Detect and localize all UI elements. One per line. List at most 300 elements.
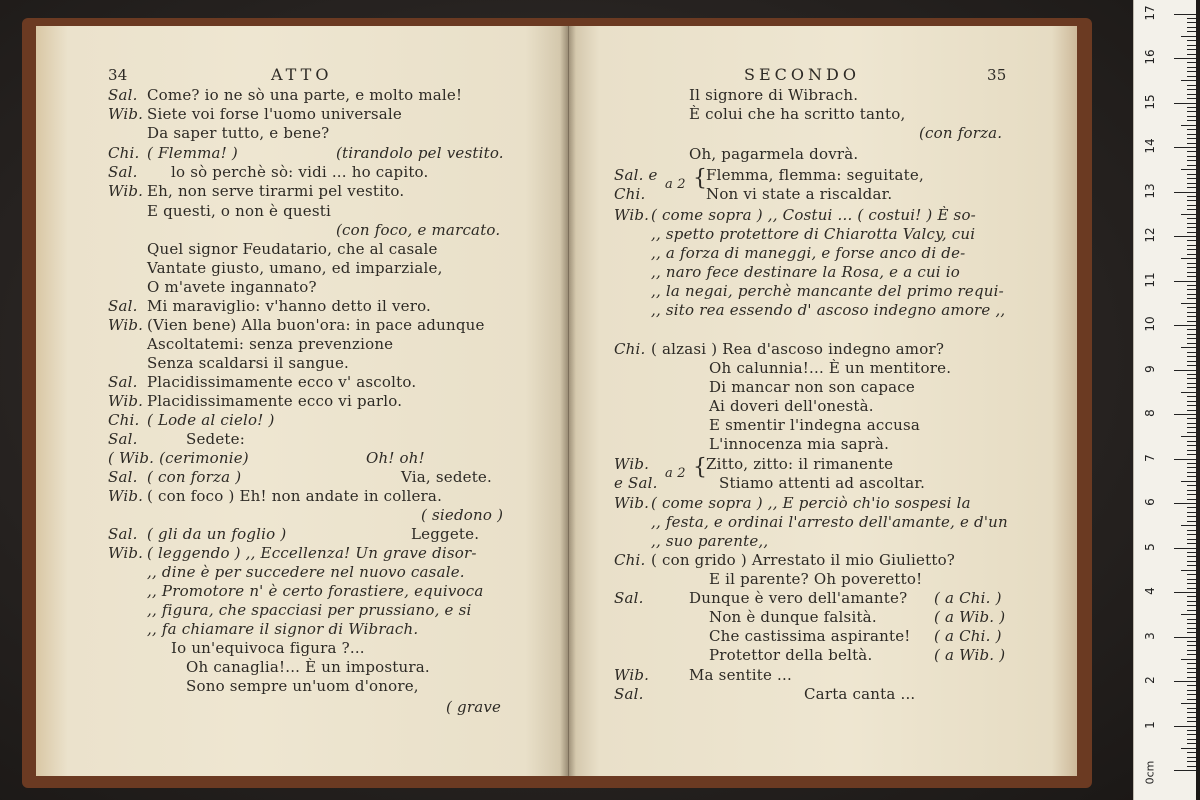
speaker-label: Wib.	[614, 206, 650, 224]
letter-line: ,, a forza di maneggi, e forse anco di de-	[651, 244, 966, 262]
speaker-label: Sal.	[108, 430, 138, 448]
verse-line: Carta canta ...	[804, 685, 916, 703]
ruler-number: 11	[1143, 271, 1157, 288]
ruler-tick	[1181, 214, 1196, 215]
right-page-number: 35	[987, 66, 1007, 84]
brace-icon: {	[693, 455, 708, 480]
ruler-tick	[1181, 347, 1196, 348]
ruler-tick	[1187, 200, 1196, 201]
verse-line: E questi, o non è questi	[147, 202, 331, 220]
ruler-number: 15	[1143, 93, 1157, 110]
verse-line: Siete voi forse l'uomo universale	[147, 105, 402, 123]
ruler-tick	[1187, 18, 1196, 19]
ruler-tick	[1187, 766, 1196, 767]
ruler-tick	[1187, 401, 1196, 402]
ruler-number: 6	[1143, 498, 1157, 506]
verse-line: Senza scaldarsi il sangue.	[147, 354, 350, 372]
ruler-tick	[1187, 178, 1196, 179]
ruler-tick	[1187, 263, 1196, 264]
ruler-tick	[1174, 503, 1196, 504]
ruler-number: 2	[1143, 676, 1157, 684]
ruler-tick	[1187, 650, 1196, 651]
ruler-tick	[1174, 726, 1196, 727]
ruler-tick	[1187, 45, 1196, 46]
ruler-tick	[1187, 561, 1196, 562]
ruler-tick	[1187, 654, 1196, 655]
letter-line: ,, sito rea essendo d' ascoso indegno amore ,,	[651, 301, 1006, 319]
verse-line: lo sò perchè sò: vidi ... ho capito.	[171, 163, 429, 181]
letter-line: ,, festa, e ordinai l'arresto dell'amante, e d'un	[651, 513, 1008, 531]
ruler-tick	[1187, 507, 1196, 508]
ruler-tick	[1187, 485, 1196, 486]
ruler-tick	[1187, 245, 1196, 246]
ruler-tick	[1187, 516, 1196, 517]
speaker-label: Chi.	[614, 185, 646, 203]
ruler-tick	[1187, 574, 1196, 575]
speaker-label: Sal.	[614, 685, 644, 703]
stage-direction: (tirandolo pel vestito.	[336, 144, 504, 162]
ruler-tick	[1187, 249, 1196, 250]
letter-line: ,, la negai, perchè mancante del primo requi-	[651, 282, 1004, 300]
verse-line: Zitto, zitto: il rimanente	[706, 455, 894, 473]
ruler-tick	[1187, 672, 1196, 673]
verse-line: O m'avete ingannato?	[147, 278, 317, 296]
ruler-number: 9	[1143, 364, 1157, 373]
ruler-tick	[1187, 583, 1196, 584]
ruler-tick	[1187, 641, 1196, 642]
ruler-tick	[1181, 659, 1196, 660]
speaker-label: Sal.	[108, 373, 138, 391]
ruler-tick	[1174, 103, 1196, 104]
ruler-tick	[1187, 556, 1196, 557]
ruler-tick	[1187, 227, 1196, 228]
speaker-label: Wib.	[108, 392, 144, 410]
ruler-tick	[1187, 690, 1196, 691]
ruler-tick	[1187, 276, 1196, 277]
book-gutter	[560, 26, 576, 776]
stage-direction: ( a Wib. )	[934, 608, 1006, 626]
ruler-tick	[1187, 490, 1196, 491]
stage-direction: ( Wib. (cerimonie)	[108, 449, 249, 467]
verse-line: Oh canaglia!... È un impostura.	[186, 658, 430, 676]
letter-line: ,, spetto protettore di Chiarotta Valcy, cui	[651, 225, 976, 243]
ruler-tick	[1187, 294, 1196, 295]
ruler-tick	[1187, 187, 1196, 188]
ruler-tick	[1187, 645, 1196, 646]
ruler-tick	[1187, 521, 1196, 522]
ruler-tick	[1181, 169, 1196, 170]
verse-line: Ascoltatemi: senza prevenzione	[147, 335, 394, 353]
ruler-tick	[1174, 14, 1196, 15]
ruler-tick	[1187, 107, 1196, 108]
speaker-label: e Sal.	[614, 474, 658, 492]
ruler-tick	[1174, 459, 1196, 460]
ruler-tick	[1187, 165, 1196, 166]
ruler-tick	[1187, 352, 1196, 353]
ruler-tick	[1187, 663, 1196, 664]
ruler-tick	[1187, 596, 1196, 597]
ruler-tick	[1187, 378, 1196, 379]
speaker-label: Chi.	[614, 340, 646, 358]
ruler-tick	[1181, 525, 1196, 526]
ruler-number: 5	[1143, 542, 1157, 551]
verse-line: Io un'equivoca figura ?...	[171, 639, 365, 657]
ruler-tick	[1187, 610, 1196, 611]
letter-line: ,, dine è per succedere nel nuovo casale.	[147, 563, 465, 581]
ruler-tick	[1187, 717, 1196, 718]
ruler-tick	[1187, 76, 1196, 77]
ruler-tick	[1187, 205, 1196, 206]
ruler-number: 4	[1143, 587, 1157, 595]
ruler-tick	[1187, 116, 1196, 117]
a2-mark: a 2	[665, 177, 686, 192]
verse-line: Sedete:	[186, 430, 245, 448]
a2-mark: a 2	[665, 466, 686, 481]
ruler-number: 13	[1143, 182, 1157, 199]
ruler-tick	[1187, 374, 1196, 375]
verse-line: Leggete.	[411, 525, 480, 543]
ruler-tick	[1187, 601, 1196, 602]
speaker-label: Wib.	[614, 666, 650, 684]
verse-line: ( alzasi ) Rea d'ascoso indegno amor?	[651, 340, 945, 358]
stage-direction: ( gli da un foglio )	[147, 525, 287, 543]
ruler-tick	[1187, 209, 1196, 210]
ruler-tick	[1187, 632, 1196, 633]
verse-line: Come? io ne sò una parte, e molto male!	[147, 86, 463, 104]
ruler-tick	[1187, 512, 1196, 513]
verse-line: Oh! oh!	[366, 449, 425, 467]
ruler-tick	[1187, 183, 1196, 184]
ruler-number: 16	[1143, 49, 1157, 65]
ruler-tick	[1187, 156, 1196, 157]
verse-line: E il parente? Oh poveretto!	[709, 570, 923, 588]
ruler-tick	[1187, 54, 1196, 55]
letter-line: ( leggendo ) ,, Eccellenza! Un grave disor-	[147, 544, 477, 562]
ruler-tick	[1187, 298, 1196, 299]
ruler-tick	[1187, 223, 1196, 224]
ruler-tick	[1187, 134, 1196, 135]
speaker-label: Wib.	[614, 494, 650, 512]
ruler-tick	[1181, 748, 1196, 749]
ruler-tick	[1187, 472, 1196, 473]
verse-line: Non vi state a riscaldar.	[706, 185, 893, 203]
ruler-tick	[1187, 272, 1196, 273]
stage-direction: ( a Wib. )	[934, 646, 1006, 664]
ruler-tick	[1187, 463, 1196, 464]
ruler-tick	[1187, 67, 1196, 68]
verse-line: Eh, non serve tirarmi pel vestito.	[147, 182, 405, 200]
ruler-tick	[1174, 770, 1196, 771]
ruler-tick	[1187, 49, 1196, 50]
ruler-unit-label: 0cm	[1143, 760, 1157, 785]
letter-line: ( come sopra ) ,, Costui ... ( costui! ) È so-	[651, 206, 976, 224]
ruler-tick	[1181, 36, 1196, 37]
ruler-tick	[1187, 721, 1196, 722]
verse-line: Dunque è vero dell'amante?	[689, 589, 908, 607]
speaker-label: Chi.	[614, 551, 646, 569]
ruler-tick	[1187, 405, 1196, 406]
speaker-label: Sal.	[108, 468, 138, 486]
ruler-tick	[1174, 192, 1196, 193]
letter-line: ,, fa chiamare il signor di Wibrach.	[147, 620, 419, 638]
right-page	[569, 26, 1077, 776]
ruler-tick	[1187, 743, 1196, 744]
speaker-label: Chi.	[108, 144, 140, 162]
ruler-tick	[1187, 730, 1196, 731]
ruler-tick	[1187, 712, 1196, 713]
speaker-label: Wib.	[108, 544, 144, 562]
ruler-tick	[1187, 685, 1196, 686]
verse-line: Sono sempre un'uom d'onore,	[186, 677, 419, 695]
ruler-tick	[1187, 757, 1196, 758]
ruler-tick	[1187, 94, 1196, 95]
ruler-tick	[1187, 98, 1196, 99]
verse-line: Stiamo attenti ad ascoltar.	[719, 474, 926, 492]
ruler-tick	[1187, 160, 1196, 161]
verse-line: ( con grido ) Arrestato il mio Giulietto?	[651, 551, 956, 569]
ruler-tick	[1187, 543, 1196, 544]
ruler-tick	[1187, 565, 1196, 566]
speaker-label: Sal. e	[614, 166, 658, 184]
speaker-label: Wib.	[614, 455, 650, 473]
ruler-tick	[1174, 147, 1196, 148]
letter-line: ( come sopra ) ,, E perciò ch'io sospesi la	[651, 494, 971, 512]
speaker-label: Sal.	[108, 163, 138, 181]
ruler-tick	[1187, 534, 1196, 535]
verse-line: Oh calunnia!... È un mentitore.	[709, 359, 952, 377]
ruler-tick	[1181, 80, 1196, 81]
stage-direction: ( Lode al cielo! )	[147, 411, 275, 429]
ruler-tick	[1187, 383, 1196, 384]
ruler-number: 3	[1143, 631, 1157, 640]
verse-line: Il signore di Wibrach.	[689, 86, 859, 104]
verse-line: Ma sentite ...	[689, 666, 792, 684]
ruler-tick	[1187, 387, 1196, 388]
ruler-tick	[1187, 71, 1196, 72]
ruler-tick	[1174, 592, 1196, 593]
ruler-tick	[1187, 329, 1196, 330]
open-book	[22, 18, 1092, 788]
ruler-tick	[1187, 539, 1196, 540]
verse-line: ( con foco ) Eh! non andate in collera.	[147, 487, 443, 505]
speaker-label: Sal.	[108, 525, 138, 543]
ruler-tick	[1187, 623, 1196, 624]
verse-line: Oh, pagarmela dovrà.	[689, 145, 859, 163]
left-running-head: ATTO	[271, 65, 333, 84]
ruler-tick	[1174, 414, 1196, 415]
verse-line: L'innocenza mia saprà.	[709, 435, 890, 453]
ruler-tick	[1174, 548, 1196, 549]
ruler-tick	[1187, 338, 1196, 339]
verse-line: Placidissimamente ecco vi parlo.	[147, 392, 403, 410]
ruler-tick	[1187, 27, 1196, 28]
stage-direction: ( a Chi. )	[934, 589, 1002, 607]
ruler-tick	[1187, 441, 1196, 442]
brace-icon: {	[693, 166, 708, 191]
ruler-number: 1	[1143, 720, 1157, 729]
ruler-tick	[1187, 120, 1196, 121]
speaker-label: Wib.	[108, 105, 144, 123]
stage-direction: ( grave	[446, 698, 502, 716]
ruler-tick	[1187, 427, 1196, 428]
ruler-tick	[1187, 254, 1196, 255]
verse-line: Flemma, flemma: seguitate,	[706, 166, 924, 184]
ruler-tick	[1187, 111, 1196, 112]
verse-line: Mi maraviglio: v'hanno detto il vero.	[147, 297, 431, 315]
stage-direction: ( siedono )	[421, 506, 504, 524]
ruler-number: 12	[1143, 227, 1157, 243]
ruler-tick	[1187, 619, 1196, 620]
verse-line: Vantate giusto, umano, ed imparziale,	[147, 259, 443, 277]
ruler-tick	[1187, 467, 1196, 468]
letter-line: ,, Promotore n' è certo forastiere, equivoca	[147, 582, 484, 600]
ruler-tick	[1187, 588, 1196, 589]
ruler-tick	[1181, 436, 1196, 437]
ruler-tick	[1187, 218, 1196, 219]
ruler-tick	[1187, 267, 1196, 268]
ruler-tick	[1187, 196, 1196, 197]
ruler-tick	[1187, 450, 1196, 451]
ruler-tick	[1187, 499, 1196, 500]
ruler-tick	[1187, 334, 1196, 335]
ruler-tick	[1187, 410, 1196, 411]
ruler-tick	[1187, 31, 1196, 32]
right-running-head: SECONDO	[744, 65, 860, 84]
stage-direction: (con forza.	[919, 124, 1003, 142]
ruler-tick	[1187, 321, 1196, 322]
ruler-tick	[1187, 22, 1196, 23]
ruler-tick	[1187, 40, 1196, 41]
speaker-label: Sal.	[108, 297, 138, 315]
verse-line: E smentir l'indegna accusa	[709, 416, 921, 434]
verse-line: Da saper tutto, e bene?	[147, 124, 330, 142]
ruler-tick	[1174, 637, 1196, 638]
ruler-tick	[1187, 232, 1196, 233]
speaker-label: Sal.	[614, 589, 644, 607]
ruler-tick	[1174, 325, 1196, 326]
ruler-tick	[1174, 281, 1196, 282]
ruler-number: 8	[1143, 409, 1157, 417]
ruler-tick	[1181, 570, 1196, 571]
measuring-ruler	[1133, 0, 1196, 800]
ruler-tick	[1187, 752, 1196, 753]
left-page	[36, 26, 569, 776]
ruler-tick	[1187, 365, 1196, 366]
ruler-tick	[1187, 708, 1196, 709]
ruler-tick	[1187, 445, 1196, 446]
stage-direction: ( a Chi. )	[934, 627, 1002, 645]
verse-line: Placidissimamente ecco v' ascolto.	[147, 373, 417, 391]
ruler-tick	[1174, 236, 1196, 237]
stage-direction: ( Flemma! )	[147, 144, 238, 162]
ruler-tick	[1187, 677, 1196, 678]
letter-line: ,, figura, che spacciasi per prussiano, e si	[147, 601, 472, 619]
ruler-tick	[1187, 89, 1196, 90]
ruler-tick	[1187, 605, 1196, 606]
ruler-tick	[1187, 316, 1196, 317]
speaker-label: Sal.	[108, 86, 138, 104]
speaker-label: Wib.	[108, 316, 144, 334]
ruler-tick	[1181, 481, 1196, 482]
ruler-tick	[1181, 303, 1196, 304]
verse-line: Di mancar non son capace	[709, 378, 915, 396]
ruler-tick	[1187, 699, 1196, 700]
ruler-tick	[1181, 125, 1196, 126]
ruler-tick	[1181, 703, 1196, 704]
ruler-tick	[1187, 668, 1196, 669]
verse-line: Quel signor Feudatario, che al casale	[147, 240, 438, 258]
stage-direction: ( con forza )	[147, 468, 242, 486]
letter-line: ,, suo parente,,	[651, 532, 769, 550]
verse-line: Che castissima aspirante!	[709, 627, 911, 645]
speaker-label: Wib.	[108, 487, 144, 505]
ruler-tick	[1187, 734, 1196, 735]
ruler-number: 7	[1143, 453, 1157, 462]
left-page-number: 34	[108, 66, 128, 84]
ruler-tick	[1187, 138, 1196, 139]
ruler-tick	[1187, 361, 1196, 362]
ruler-tick	[1187, 628, 1196, 629]
letter-line: ,, naro fece destinare la Rosa, e a cui io	[651, 263, 960, 281]
verse-line: (Vien bene) Alla buon'ora: in pace adunque	[147, 316, 485, 334]
ruler-tick	[1187, 476, 1196, 477]
ruler-tick	[1187, 85, 1196, 86]
stage-direction: (con foco, e marcato.	[336, 221, 501, 239]
ruler-tick	[1187, 289, 1196, 290]
ruler-tick	[1187, 694, 1196, 695]
ruler-tick	[1187, 739, 1196, 740]
verse-line: Via, sedete.	[401, 468, 492, 486]
ruler-tick	[1187, 62, 1196, 63]
verse-line: Non è dunque falsità.	[709, 608, 877, 626]
ruler-tick	[1187, 418, 1196, 419]
ruler-tick	[1181, 392, 1196, 393]
ruler-tick	[1187, 312, 1196, 313]
ruler-tick	[1174, 58, 1196, 59]
speaker-label: Chi.	[108, 411, 140, 429]
ruler-tick	[1174, 681, 1196, 682]
ruler-tick	[1187, 143, 1196, 144]
ruler-tick	[1187, 356, 1196, 357]
ruler-tick	[1187, 307, 1196, 308]
ruler-tick	[1187, 396, 1196, 397]
ruler-tick	[1187, 552, 1196, 553]
ruler-tick	[1187, 454, 1196, 455]
ruler-number: 17	[1143, 4, 1157, 21]
ruler-number: 14	[1143, 138, 1157, 154]
ruler-tick	[1181, 258, 1196, 259]
ruler-tick	[1187, 174, 1196, 175]
ruler-tick	[1187, 285, 1196, 286]
ruler-tick	[1187, 423, 1196, 424]
verse-line: È colui che ha scritto tanto,	[689, 105, 906, 123]
ruler-tick	[1187, 530, 1196, 531]
ruler-tick	[1187, 579, 1196, 580]
ruler-tick	[1181, 614, 1196, 615]
verse-line: Ai doveri dell'onestà.	[709, 397, 874, 415]
speaker-label: Wib.	[108, 182, 144, 200]
ruler-tick	[1187, 240, 1196, 241]
ruler-tick	[1187, 761, 1196, 762]
ruler-tick	[1187, 432, 1196, 433]
ruler-tick	[1187, 129, 1196, 130]
verse-line: Protettor della beltà.	[709, 646, 873, 664]
ruler-tick	[1174, 370, 1196, 371]
ruler-tick	[1187, 343, 1196, 344]
ruler-tick	[1187, 494, 1196, 495]
ruler-tick	[1187, 151, 1196, 152]
ruler-number: 10	[1143, 316, 1157, 332]
